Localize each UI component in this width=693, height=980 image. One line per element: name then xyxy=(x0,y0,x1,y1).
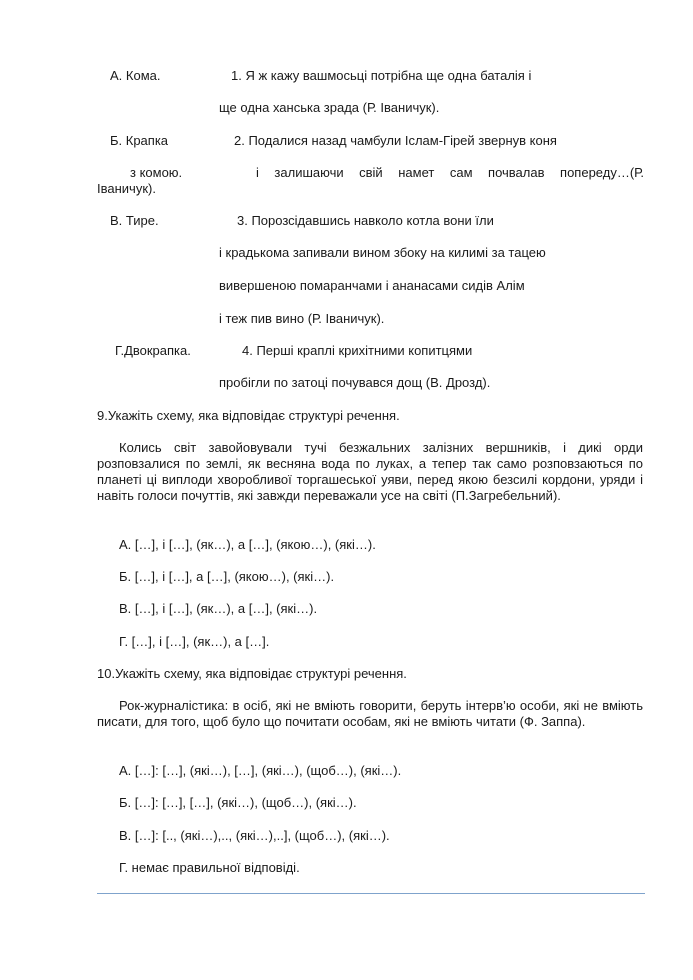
option-a-label: А. Кома. xyxy=(110,68,161,83)
question-9-title: 9.Укажіть схему, яка відповідає структурі речення. xyxy=(97,408,400,423)
question-10-title: 10.Укажіть схему, яка відповідає структурі речення. xyxy=(97,666,407,681)
question-10-option-c: В. […]: [.., (які…),.., (які…),..], (щоб…), (які…). xyxy=(119,828,390,843)
question-9-option-a: А. […], і […], (як…), а […], (якою…), (які…). xyxy=(119,537,376,552)
question-9-sentence: Колись світ завойовували тучі безжальних залізних вершників, і дикі орди розповзалися по землі, як весняна вода по луках, а тепер так само розповзаються по планеті ці виплоди хворобливої торгашеської уяви, перед якою безсилі кордони, уряди і навіть голоси почуттів, які завжди переважали усе на світі (П.Загребельний). xyxy=(97,440,643,503)
question-9-option-c: В. […], і […], (як…), а […], (які…). xyxy=(119,601,318,616)
sentence-4-line-2: пробігли по затоці почувався дощ (В. Дрозд). xyxy=(219,375,491,390)
option-c-label: В. Тире. xyxy=(110,213,159,228)
question-10-option-d: Г. немає правильної відповіді. xyxy=(119,860,300,875)
sentence-2-line-1: 2. Подалися назад чамбули Іслам-Гірей звернув коня xyxy=(234,133,557,148)
sentence-3-line-2: і крадькома запивали вином збоку на килимі за тацею xyxy=(219,245,546,260)
option-b-label: Б. Крапка xyxy=(110,133,169,148)
footer-rule xyxy=(97,893,645,894)
question-10-option-b: Б. […]: […], […], (які…), (щоб…), (які…). xyxy=(119,795,357,810)
option-b-label-cont: з комою. xyxy=(130,165,183,180)
question-9-option-b: Б. […], і […], а […], (якою…), (які…). xyxy=(119,569,335,584)
sentence-1-line-1: 1. Я ж кажу вашмосьці потрібна ще одна баталія і xyxy=(231,68,532,83)
sentence-2-line-3: Іваничук). xyxy=(97,181,156,196)
question-9-option-d: Г. […], і […], (як…), а […]. xyxy=(119,634,270,649)
question-10-sentence: Рок-журналістика: в осіб, які не вміють говорити, беруть інтерв’ю особи, які не вміють писати, для того, щоб було що почитати особам, які не вміють читати (Ф. Заппа). xyxy=(97,698,643,729)
sentence-1-line-2: ще одна ханська зрада (Р. Іваничук). xyxy=(219,100,440,115)
sentence-2-line-2: і залишаючи свій намет сам почвалав попереду…(Р. xyxy=(256,165,644,180)
sentence-3-line-1: 3. Порозсідавшись навколо котла вони їли xyxy=(237,213,494,228)
sentence-4-line-1: 4. Перші краплі крихітними копитцями xyxy=(242,343,473,358)
option-d-label: Г.Двокрапка. xyxy=(115,343,191,358)
question-10-option-a: А. […]: […], (які…), […], (які…), (щоб…), (які…). xyxy=(119,763,402,778)
sentence-3-line-4: і теж пив вино (Р. Іваничук). xyxy=(219,311,385,326)
sentence-3-line-3: вивершеною помаранчами і ананасами сидів Алім xyxy=(219,278,525,293)
